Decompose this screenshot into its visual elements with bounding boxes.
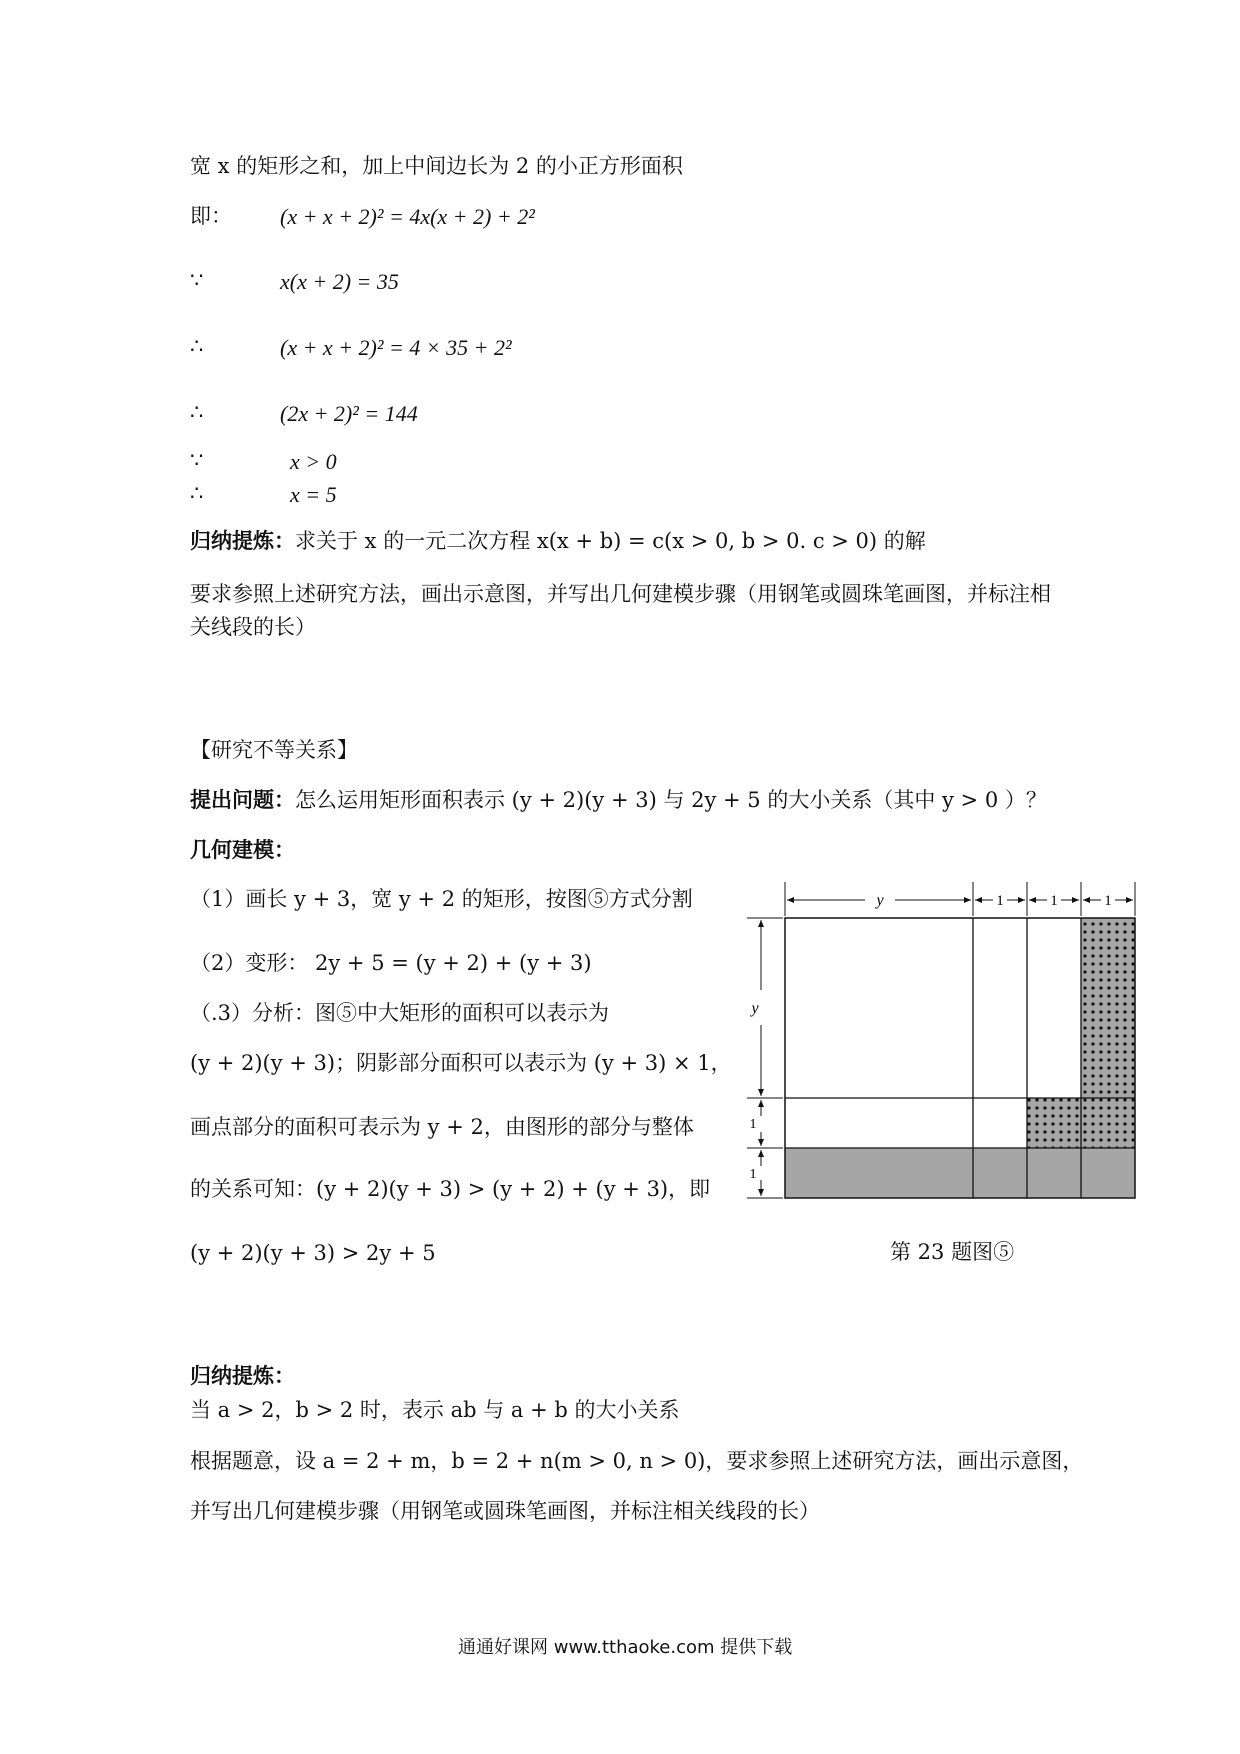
dim-label-y-top: y (876, 892, 884, 909)
dim-label-1c: 1 (1104, 893, 1112, 909)
summary-2-line-1: 当 a > 2，b > 2 时，表示 ab 与 a + b 的大小关系 (190, 1398, 680, 1422)
summary-1-heading: 归纳提炼： (190, 528, 295, 553)
figure-caption: 第 23 题图⑤ (890, 1240, 1015, 1264)
dim-label-1a: 1 (996, 893, 1004, 909)
section-title: 【研究不等关系】 (190, 738, 358, 762)
step-3-b: (y + 2)(y + 3)；阴影部分面积可以表示为 (y + 3) × 1， (190, 1051, 732, 1075)
step-3-e: (y + 2)(y + 3) > 2y + 5 (190, 1241, 436, 1265)
summary-2-line-3: 并写出几何建模步骤（用钢笔或圆珠笔画图，并标注相关线段的长） (190, 1499, 820, 1523)
summary-1 (190, 528, 926, 554)
dim-label-y-left: y (751, 1000, 759, 1017)
dim-label-1-left-a: 1 (749, 1117, 757, 1132)
step-3-d: 的关系可知：(y + 2)(y + 3) > (y + 2) + (y + 3)，即 (190, 1177, 711, 1201)
step-3-a: （.3）分析：图⑤中大矩形的面积可以表示为 (190, 1001, 610, 1025)
step-2: （2）变形： 2y + 5 = (y + 2) + (y + 3) (190, 951, 592, 975)
right-dotted-strip (1081, 918, 1135, 1148)
equation-6: x = 5 (290, 482, 337, 507)
because-symbol: ∵ (190, 268, 204, 292)
equation-1: (x + x + 2)² = 4x(x + 2) + 2² (280, 204, 535, 229)
equation-5: x > 0 (290, 449, 337, 474)
label-ji: 即： (190, 204, 232, 228)
step-3-c: 画点部分的面积可表示为 y + 2，由图形的部分与整体 (190, 1115, 694, 1139)
bottom-shaded-strip (785, 1148, 1135, 1198)
summary-1-body: 求关于 x 的一元二次方程 x(x + b) = c(x > 0, b > 0. c > 0) 的解 (295, 529, 926, 553)
modeling-heading: 几何建模： (190, 837, 295, 862)
question (190, 787, 1047, 813)
question-heading: 提出问题： (190, 787, 295, 812)
summary-2-line-2: 根据题意，设 a = 2 + m，b = 2 + n(m > 0, n > 0)，要求参照上述研究方法，画出示意图， (190, 1449, 1084, 1473)
therefore-symbol: ∴ (190, 481, 204, 505)
figure-5 (745, 880, 1145, 1210)
summary-1-requirement: 要求参照上述研究方法，画出示意图，并写出几何建模步骤（用钢笔或圆珠笔画图，并标注相关线段的长） (190, 582, 1051, 639)
dim-label-1-left-b: 1 (749, 1167, 757, 1182)
question-body: 怎么运用矩形面积表示 (y + 2)(y + 3) 与 2y + 5 的大小关系（其中 y > 0 ）？ (295, 788, 1047, 812)
because-symbol: ∵ (190, 448, 204, 472)
footer: 通通好课网 www.tthaoke.com 提供下载 (458, 1637, 793, 1658)
therefore-symbol: ∴ (190, 400, 204, 424)
center-dotted-square (1027, 1098, 1081, 1148)
text-line-1: 宽 x 的矩形之和，加上中间边长为 2 的小正方形面积 (190, 154, 683, 178)
equation-3: (x + x + 2)² = 4 × 35 + 2² (280, 335, 512, 360)
equation-4: (2x + 2)² = 144 (280, 401, 418, 426)
summary-2-heading: 归纳提炼： (190, 1363, 295, 1388)
dim-label-1b: 1 (1050, 893, 1058, 909)
therefore-symbol: ∴ (190, 334, 204, 358)
step-1: （1）画长 y + 3，宽 y + 2 的矩形，按图⑤方式分割 (190, 887, 693, 911)
equation-2: x(x + 2) = 35 (280, 269, 399, 294)
